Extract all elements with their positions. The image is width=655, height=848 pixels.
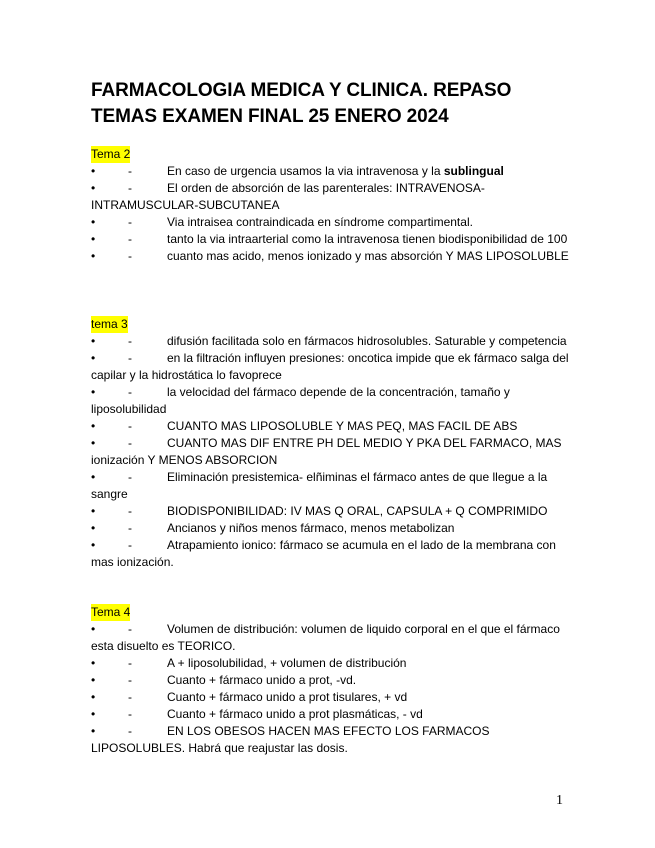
bullet-icon: •: [91, 351, 96, 365]
dash-marker: -: [128, 181, 132, 195]
list-item-text: Volumen de distribución: volumen de liquido corporal en el que el fármaco esta disuelto es TEORICO.: [91, 622, 560, 653]
list-item: [91, 503, 571, 520]
bullet-icon: •: [91, 673, 96, 687]
dash-marker: -: [128, 351, 132, 365]
list-item-text: EN LOS OBESOS HACEN MAS EFECTO LOS FARMACOS LIPOSOLUBLES. Habrá que reajustar las dosis.: [91, 724, 490, 755]
dash-marker: -: [128, 249, 132, 263]
list-item-text: Eliminación presistemica- elñiminas el fármaco antes de que llegue a la sangre: [91, 470, 548, 501]
list-item: [91, 214, 571, 231]
list-item-text: BIODISPONIBILIDAD: IV MAS Q ORAL, CAPSULA + Q COMPRIMIDO: [167, 504, 548, 518]
list-item: [91, 180, 571, 214]
page-number: 1: [556, 793, 563, 808]
dash-marker: -: [128, 504, 132, 518]
bullet-icon: •: [91, 622, 96, 636]
document-title: FARMACOLOGIA MEDICA Y CLINICA. REPASO TEMAS EXAMEN FINAL 25 ENERO 2024: [91, 80, 512, 127]
list-item-text: Atrapamiento ionico: fármaco se acumula en el lado de la membrana con mas ionización.: [91, 538, 556, 569]
list-item-text: Cuanto + fármaco unido a prot tisulares, + vd: [167, 690, 408, 704]
list-item: [91, 621, 571, 655]
section-title: tema 3: [91, 317, 128, 331]
dash-marker: -: [128, 724, 132, 738]
dash-marker: -: [128, 622, 132, 636]
list-item-text: cuanto mas acido, menos ionizado y mas absorción Y MAS LIPOSOLUBLE: [167, 249, 569, 263]
dash-marker: -: [128, 521, 132, 535]
list-item: [91, 723, 571, 757]
bullet-icon: •: [91, 538, 96, 552]
list-item: [91, 384, 571, 418]
bullet-icon: •: [91, 334, 96, 348]
list-item-text: la velocidad del fármaco depende de la concentración, tamaño y liposolubilidad: [91, 385, 510, 416]
list-item: [91, 248, 571, 265]
section-tema-4: [91, 604, 571, 757]
list-item-text: Ancianos y niños menos fármaco, menos metabolizan: [167, 521, 455, 535]
list-item: [91, 520, 571, 537]
list-item-bold-text: sublingual: [443, 164, 504, 178]
dash-marker: -: [128, 419, 132, 433]
list-item-text: El orden de absorción de las parenterales: INTRAVENOSA-INTRAMUSCULAR-SUBCUTANEA: [91, 181, 485, 212]
list-item-text: A + liposolubilidad, + volumen de distribución: [167, 656, 407, 670]
bullet-icon: •: [91, 385, 96, 399]
bullet-icon: •: [91, 164, 96, 178]
list-item: [91, 706, 571, 723]
section-title: Tema 2: [91, 147, 131, 161]
bullet-icon: •: [91, 249, 96, 263]
list-item: [91, 333, 571, 350]
dash-marker: -: [128, 232, 132, 246]
list-item: [91, 350, 571, 384]
list-item: [91, 672, 571, 689]
dash-marker: -: [128, 690, 132, 704]
dash-marker: -: [128, 334, 132, 348]
list-item: [91, 435, 571, 469]
bullet-icon: •: [91, 181, 96, 195]
list-item: [91, 163, 571, 180]
list-item-text: en la filtración influyen presiones: oncotica impide que ek fármaco salga del capilar y la hidrostática lo favoprece: [91, 351, 569, 382]
list-item: [91, 418, 571, 435]
dash-marker: -: [128, 538, 132, 552]
dash-marker: -: [128, 164, 132, 178]
list-item: [91, 469, 571, 503]
bullet-icon: •: [91, 436, 96, 450]
list-item-text: Cuanto + fármaco unido a prot, -vd.: [167, 673, 357, 687]
list-item: [91, 231, 571, 248]
bullet-icon: •: [91, 724, 96, 738]
list-item: [91, 655, 571, 672]
dash-marker: -: [128, 436, 132, 450]
bullet-icon: •: [91, 504, 96, 518]
bullet-icon: •: [91, 215, 96, 229]
dash-marker: -: [128, 385, 132, 399]
bullet-icon: •: [91, 707, 96, 721]
dash-marker: -: [128, 656, 132, 670]
dash-marker: -: [128, 673, 132, 687]
bullet-icon: •: [91, 656, 96, 670]
bullet-icon: •: [91, 232, 96, 246]
dash-marker: -: [128, 470, 132, 484]
bullet-icon: •: [91, 419, 96, 433]
list-item-text: difusión facilitada solo en fármacos hidrosolubles. Saturable y competencia: [167, 334, 567, 348]
dash-marker: -: [128, 707, 132, 721]
list-item-text: Via intraisea contraindicada en síndrome compartimental.: [167, 215, 473, 229]
list-item-text: CUANTO MAS LIPOSOLUBLE Y MAS PEQ, MAS FACIL DE ABS: [167, 419, 518, 433]
dash-marker: -: [128, 215, 132, 229]
list-item: [91, 537, 571, 571]
section-tema-3: [91, 316, 571, 571]
list-item-text: En caso de urgencia usamos la via intravenosa y la: [167, 164, 444, 178]
list-item-text: CUANTO MAS DIF ENTRE PH DEL MEDIO Y PKA DEL FARMACO, MAS ionización Y MENOS ABSORCION: [91, 436, 562, 467]
section-title: Tema 4: [91, 605, 131, 619]
list-item-text: tanto la via intraarterial como la intravenosa tienen biodisponibilidad de 100: [167, 232, 568, 246]
bullet-icon: •: [91, 521, 96, 535]
section-tema-2: [91, 146, 571, 265]
list-item-text: Cuanto + fármaco unido a prot plasmáticas, - vd: [167, 707, 423, 721]
list-item: [91, 689, 571, 706]
bullet-icon: •: [91, 470, 96, 484]
bullet-icon: •: [91, 690, 96, 704]
